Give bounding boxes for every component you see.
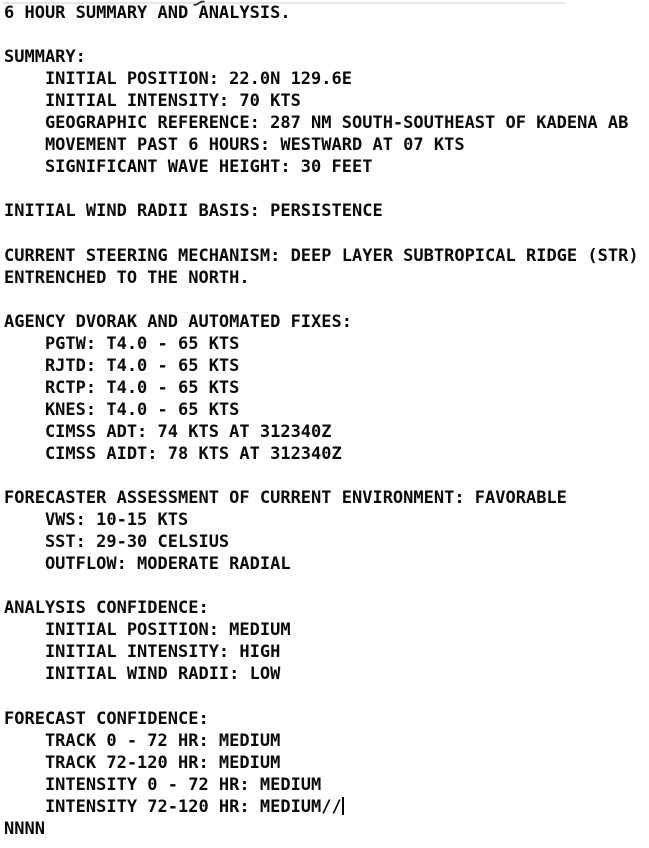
text-line-content: OUTFLOW: MODERATE RADIAL bbox=[4, 554, 291, 575]
text-line-36 bbox=[4, 796, 649, 818]
text-line-23 bbox=[4, 509, 649, 531]
text-line-content: PGTW: T4.0 - 65 KTS bbox=[4, 333, 240, 354]
text-line-11 bbox=[4, 245, 649, 267]
text-line-content: RCTP: T4.0 - 65 KTS bbox=[4, 377, 240, 398]
text-line-content: FORECASTER ASSESSMENT OF CURRENT ENVIRONMENT: FAVORABLE bbox=[4, 488, 567, 509]
text-line-15 bbox=[4, 333, 649, 355]
text-line-content: AGENCY DVORAK AND AUTOMATED FIXES: bbox=[4, 311, 352, 332]
text-line-4 bbox=[4, 90, 649, 112]
text-line-content: SUMMARY: bbox=[4, 47, 86, 68]
text-line-content: INITIAL POSITION: 22.0N 129.6E bbox=[4, 69, 352, 90]
text-line-29 bbox=[4, 641, 649, 663]
text-line-content: RJTD: T4.0 - 65 KTS bbox=[4, 355, 240, 376]
text-line-33 bbox=[4, 730, 649, 752]
text-line-0 bbox=[4, 2, 649, 24]
text-line-14 bbox=[4, 311, 649, 333]
text-line-content: INTENSITY 0 - 72 HR: MEDIUM bbox=[4, 774, 322, 795]
text-line-16 bbox=[4, 355, 649, 377]
text-line-content: VWS: 10-15 KTS bbox=[4, 510, 189, 531]
text-line-18 bbox=[4, 399, 649, 421]
text-line-28 bbox=[4, 619, 649, 641]
text-line-content: CURRENT STEERING MECHANISM: DEEP LAYER SUBTROPICAL RIDGE (STR) bbox=[4, 245, 639, 266]
text-line-20 bbox=[4, 443, 649, 465]
text-line-31 bbox=[4, 685, 649, 707]
text-line-19 bbox=[4, 421, 649, 443]
text-line-3 bbox=[4, 68, 649, 90]
text-line-content: TRACK 72-120 HR: MEDIUM bbox=[4, 752, 281, 773]
text-line-content: KNES: T4.0 - 65 KTS bbox=[4, 399, 240, 420]
text-line-8 bbox=[4, 178, 649, 200]
text-line-9 bbox=[4, 200, 649, 222]
text-line-34 bbox=[4, 752, 649, 774]
text-line-content: INTENSITY 72-120 HR: MEDIUM// bbox=[4, 796, 342, 817]
text-line-2 bbox=[4, 46, 649, 68]
text-line-12 bbox=[4, 267, 649, 289]
text-line-content: SIGNIFICANT WAVE HEIGHT: 30 FEET bbox=[4, 157, 373, 178]
text-line-content: CIMSS AIDT: 78 KTS AT 312340Z bbox=[4, 443, 342, 464]
text-line-content: GEOGRAPHIC REFERENCE: 287 NM SOUTH-SOUTHEAST OF KADENA AB bbox=[4, 113, 629, 134]
text-line-21 bbox=[4, 465, 649, 487]
text-line-content: INITIAL POSITION: MEDIUM bbox=[4, 620, 291, 641]
text-line-content: ANALYSIS CONFIDENCE: bbox=[4, 598, 209, 619]
text-line-content: INITIAL WIND RADII BASIS: PERSISTENCE bbox=[4, 201, 383, 222]
text-line-35 bbox=[4, 774, 649, 796]
text-line-content: 6 HOUR SUMMARY AND ANALYSIS. bbox=[4, 3, 291, 23]
text-line-content: FORECAST CONFIDENCE: bbox=[4, 708, 209, 729]
text-line-30 bbox=[4, 663, 649, 685]
text-line-content: TRACK 0 - 72 HR: MEDIUM bbox=[4, 730, 281, 751]
text-line-5 bbox=[4, 112, 649, 134]
text-line-content: INITIAL INTENSITY: 70 KTS bbox=[4, 91, 301, 112]
text-line-7 bbox=[4, 156, 649, 178]
text-line-10 bbox=[4, 222, 649, 244]
text-line-6 bbox=[4, 134, 649, 156]
text-line-25 bbox=[4, 553, 649, 575]
text-line-content: CIMSS ADT: 74 KTS AT 312340Z bbox=[4, 421, 332, 442]
text-cursor bbox=[342, 797, 344, 815]
text-line-content: ENTRENCHED TO THE NORTH. bbox=[4, 267, 250, 288]
text-line-17 bbox=[4, 377, 649, 399]
text-line-37 bbox=[4, 818, 649, 840]
text-line-24 bbox=[4, 531, 649, 553]
text-line-content: MOVEMENT PAST 6 HOURS: WESTWARD AT 07 KTS bbox=[4, 135, 465, 156]
text-line-1 bbox=[4, 24, 649, 46]
text-line-26 bbox=[4, 575, 649, 597]
text-document[interactable] bbox=[4, 2, 649, 848]
text-line-27 bbox=[4, 597, 649, 619]
text-line-32 bbox=[4, 708, 649, 730]
text-line-content: NNNN bbox=[4, 818, 45, 839]
text-line-content: INITIAL WIND RADII: LOW bbox=[4, 664, 281, 685]
text-line-13 bbox=[4, 289, 649, 311]
text-line-content: SST: 29-30 CELSIUS bbox=[4, 532, 230, 553]
text-line-22 bbox=[4, 487, 649, 509]
text-line-content: INITIAL INTENSITY: HIGH bbox=[4, 642, 281, 663]
